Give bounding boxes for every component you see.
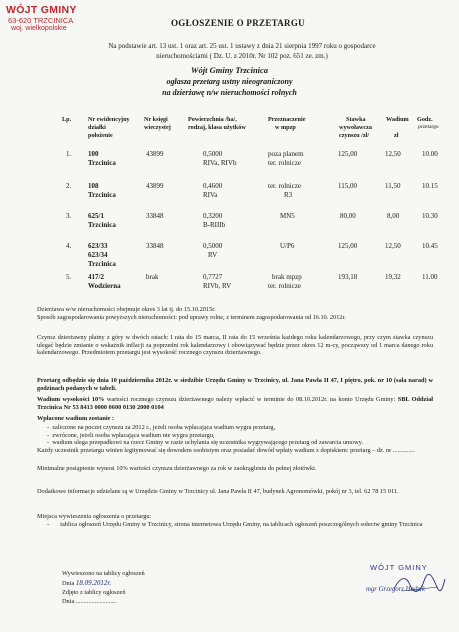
- cell-prz: U/P6: [280, 242, 295, 250]
- cell-wadium: 11,50: [385, 182, 401, 190]
- cell-prz: MN5: [280, 212, 295, 220]
- posted-label: Wywieszono na tablicy ogłoszeń: [62, 570, 145, 577]
- cell-lp: 3.: [66, 212, 72, 220]
- cell-wadium: 12,50: [385, 242, 401, 250]
- cell-lp: 4.: [66, 242, 72, 250]
- cell-prz2: ter. rolnicze: [268, 159, 302, 167]
- cell-wadium: 19,32: [385, 273, 401, 281]
- cell-pow: 0,3200: [203, 212, 223, 220]
- list-item: - zaliczone na poczet czynszu za 2012 r., jeżeli osoba wpłacająca wadium wygra przetarg,: [47, 424, 276, 431]
- deposit-amount: Wadium wysokości 10%: [37, 396, 105, 403]
- col-prz-1: Przeznaczenie: [268, 116, 306, 123]
- bank-account: SBL Oddział Trzcinica Nr 53 8413 0000 0600 0130 2000 0104: [37, 396, 433, 411]
- id-requirement: Każdy uczestnik przetargu winien legitymować się dowodem osobistym oraz posiadać dowód wpłaty wadium z dopiskiem: przetarg – dz. nr ..............: [37, 447, 415, 454]
- cell-loc: Trzcinica: [88, 260, 116, 268]
- cell-loc: Trzcinica: [88, 159, 116, 167]
- col-pow-1: Powierzchnia /ha/,: [188, 116, 237, 123]
- deposit-terms: wartości rocznego czynszu dzierżawnego należy wpłacić w terminie do 08.10.2012r. na konto Urzędu Gminy:: [104, 396, 398, 403]
- cell-prz: brak mpzp: [272, 273, 302, 281]
- removed-label: Zdjęto z tablicy ogłoszeń: [62, 589, 126, 596]
- document-title: OGŁOSZENIE O PRZETARGU: [171, 18, 305, 28]
- col-st-1: Stawka: [346, 116, 366, 123]
- cell-nr: 625/1: [88, 212, 104, 220]
- list-item: - zwrócone, jeżeli osoba wpłacająca wadium nie wygra przetargu,: [47, 431, 215, 439]
- cell-loc: Trzcinica: [88, 191, 116, 199]
- additional-info: Dodatkowe informacje udzielane są w Urzędzie Gminy w Trzcinicy ul. Jana Pawła II 47, budynek Agronomówki, pokój nr 3, tel. 62 78 15 011.: [37, 488, 399, 495]
- cell-nr2: 623/34: [88, 251, 108, 259]
- col-wad-2: zł: [394, 132, 399, 139]
- cell-godz: 10.30: [422, 212, 438, 220]
- legal-basis: Na podstawie art. 13 ust. 1 oraz art. 25 ust. 1 ustawy z dnia 21 sierpnia 1997 roku o gospodarce nieruchomościami ( Dz. U. z 2010r. Nr 102 poz. 651 ze. zm.): [108, 42, 376, 60]
- auction-location: Przetarg odbędzie się dnia 10 października 2012r. w siedzibie Urzędu Gminy w Trzcinicy, ul. Jana Pawła II 47, I piętro, pok. nr 10 (sala narad) w godzinach podanych w tabeli.: [37, 377, 433, 392]
- col-kw-2: wieczystej: [144, 124, 171, 131]
- cell-rodzaj: RV: [208, 251, 218, 259]
- cell-stawka: 125,00: [338, 150, 358, 158]
- cell-prz2: R3: [284, 191, 293, 199]
- cell-prz2: ter. rolnicze: [268, 282, 302, 290]
- cell-pow: 0,5000: [203, 150, 223, 158]
- cell-nr: 623/33: [88, 242, 108, 250]
- cell-wadium: 12,50: [385, 150, 401, 158]
- cell-pow: 0,4600: [203, 182, 223, 190]
- stamp-line-3: woj. wielkopolskie: [11, 25, 67, 32]
- deposit-info: [37, 396, 433, 411]
- signatory-name: mgr Grzegorz Hadzik: [366, 586, 425, 593]
- cell-lp: 2.: [66, 182, 72, 190]
- posting-locations: [37, 521, 427, 529]
- cell-rodzaj: B-RIIIb: [203, 221, 226, 229]
- cell-rodzaj: RIVb, RV: [203, 282, 232, 290]
- rent-payment-terms: Czynsz dzierżawny płatny z góry w dwóch ratach: I rata do 15 marca, II rata do 15 września każdego roku kalendarzowego, przy czym stawka czynszu ulegać będzie zmianie o wskaźnik inflacji za poprzedni rok kalendarzowy i obowiązywać będzie przez okres 12 m-cy, począwszy od 1 marca danego roku kalendarzowego. Przedmiotem przetargu jest wysokość rocznego czynszu dzierżawnego.: [37, 334, 433, 357]
- cell-rodzaj: RIVa: [203, 191, 218, 199]
- cell-lp: 1.: [66, 150, 72, 158]
- cell-nr: 100: [88, 150, 99, 158]
- cell-kw: 43899: [146, 150, 164, 158]
- cell-pow: 0,7727: [203, 273, 223, 281]
- deposit-heading: Wpłacone wadium zostanie :: [37, 415, 115, 422]
- cell-kw: 33848: [146, 212, 164, 220]
- cell-kw: 43899: [146, 182, 164, 190]
- col-godz-1: Godz.: [417, 116, 433, 123]
- col-st-3: czynszu /zł/: [339, 132, 370, 139]
- cell-pow: 0,5000: [203, 242, 223, 250]
- cell-godz: 10.15: [422, 182, 438, 190]
- cell-lp: 5.: [66, 273, 72, 281]
- cell-prz: ter. rolnicze: [268, 182, 302, 190]
- cell-loc: Wodzierna: [88, 282, 121, 290]
- list-item: - wadium ulega przepadkowi na rzecz Gminy w razie uchylania się uczestnika wygrywającego przetarg od zawarcia umowy.: [47, 439, 363, 447]
- posted-date-label: Dnia: [62, 580, 75, 587]
- posting-locations-heading: Miejsca wywieszenia ogłoszenia o przetargu:: [37, 513, 152, 520]
- cell-stawka: 125,00: [338, 242, 358, 250]
- col-pow-2: rodzaj, klasa użytków: [188, 124, 246, 131]
- stamp-line-2: 63-620 TRZCINICA: [8, 16, 74, 25]
- col-lp: Lp.: [62, 116, 72, 123]
- list-item: - tablica ogłoszeń Urzędu Gminy w Trzcinicy, strona internetowa Urzędu Gminy, na tablicach ogłoszeń poszczególnych sołectw gminy Trzcinica: [47, 521, 423, 528]
- deposit-list: [37, 424, 433, 447]
- heading-authority: Wójt Gminy Trzcinica: [190, 65, 269, 75]
- cell-stawka: 115,00: [338, 182, 357, 190]
- cell-godz: 10.00: [422, 150, 438, 158]
- cell-prz: poza planem: [268, 150, 304, 158]
- stamp-line-1: WÓJT GMINY: [6, 4, 77, 16]
- cell-godz: 11.00: [422, 273, 438, 281]
- cell-rodzaj: RIVa, RIVb: [203, 159, 237, 167]
- office-stamp: [6, 4, 77, 32]
- heading-subject: na dzierżawę n/w nieruchomości rolnych: [162, 88, 297, 97]
- heading-announcement: ogłasza przetarg ustny nieograniczony: [166, 77, 293, 86]
- col-st-2: wywoławcza: [339, 124, 372, 131]
- col-nr-1: Nr ewidencyjny: [88, 116, 130, 123]
- land-use-terms: Sposób zagospodarowania powyższych nieruchomości: pod uprawy rolne, z terminem zagospodarowania od 16.10. 2012r.: [37, 314, 346, 321]
- cell-stawka: 80,00: [340, 212, 356, 220]
- minimum-bid: Minimalne postąpienie wynosi 10% wartości czynszu dzierżawnego za rok w zaokrągleniu do pełnej złotówki.: [37, 465, 317, 472]
- col-kw-1: Nr księgi: [144, 116, 168, 123]
- cell-kw: 33848: [146, 242, 164, 250]
- signature-stamp: WÓJT GMINY: [370, 563, 428, 572]
- col-godz-2: przetargu: [418, 124, 439, 130]
- col-prz-2: w mpzp: [275, 124, 296, 131]
- posted-date-row: [62, 579, 111, 587]
- lease-period: Dzierżawa w/w nieruchomości obejmuje okres 3 lat tj. do 15.10.2015r.: [37, 306, 216, 313]
- cell-stawka: 193,18: [338, 273, 358, 281]
- removed-date: Dnia ..........................: [62, 598, 117, 605]
- cell-wadium: 8,00: [387, 212, 400, 220]
- cell-kw: brak: [146, 273, 159, 281]
- col-nr-3: położenie: [88, 132, 113, 139]
- cell-loc: Trzcinica: [88, 221, 116, 229]
- cell-nr: 417/2: [88, 273, 104, 281]
- col-wad-1: Wadium: [386, 116, 409, 123]
- col-nr-2: działki: [88, 124, 106, 131]
- cell-godz: 10.45: [422, 242, 438, 250]
- posted-date: 18.09.2012r.: [75, 579, 112, 587]
- cell-nr: 108: [88, 182, 99, 190]
